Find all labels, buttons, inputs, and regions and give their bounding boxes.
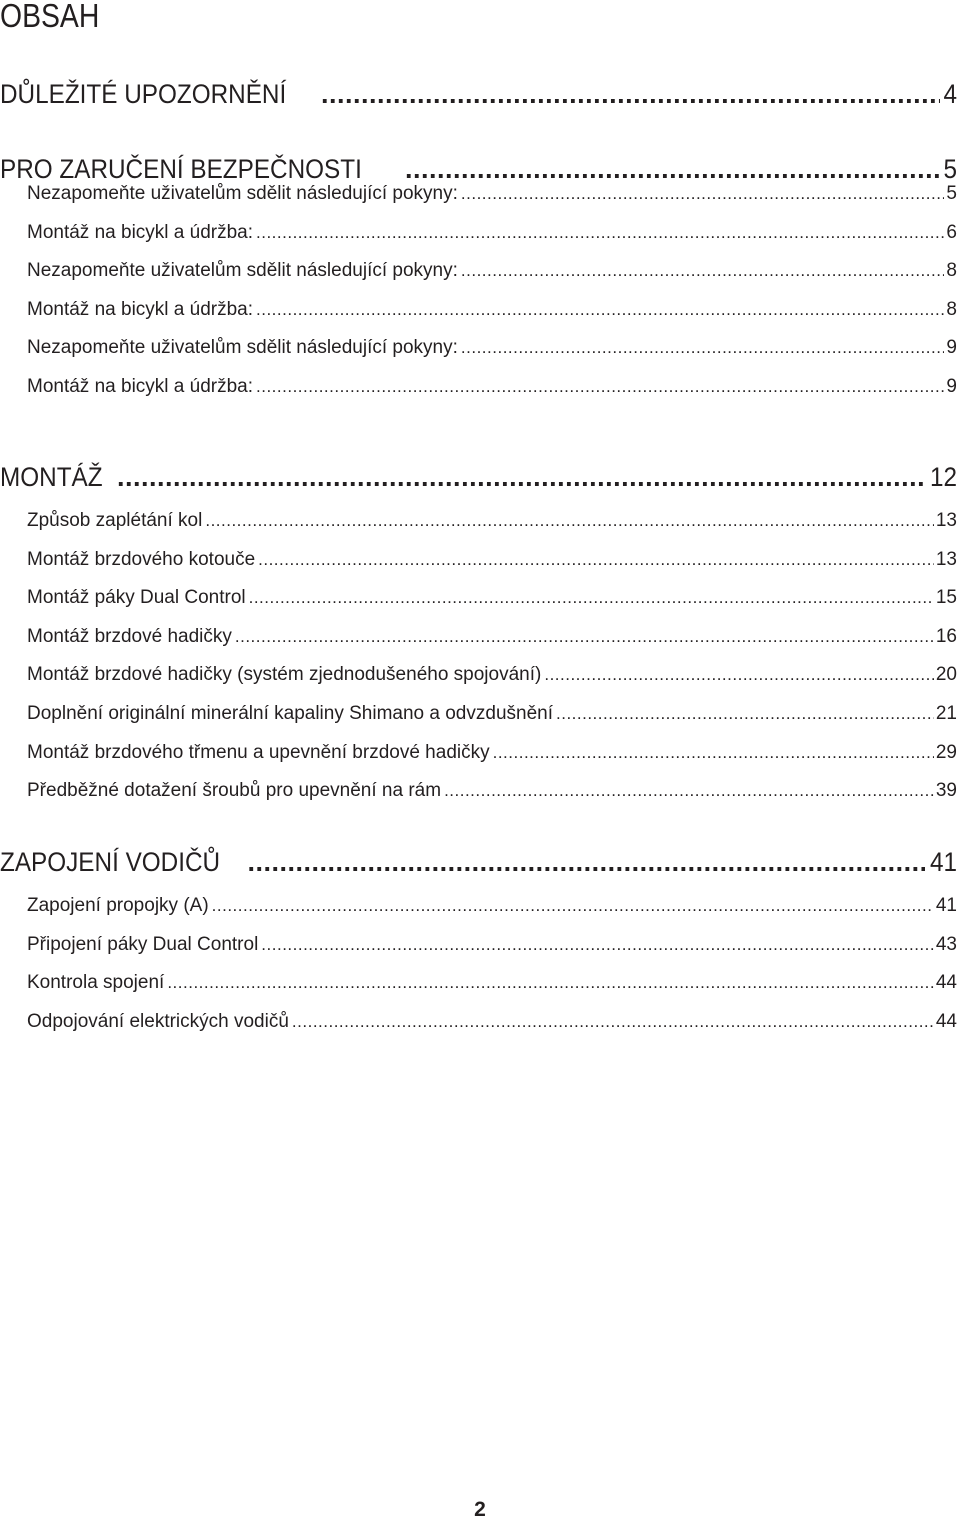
toc-entry-page: 44: [935, 1010, 957, 1032]
toc-entry-row[interactable]: [27, 374, 957, 400]
toc-entry-page: 5: [946, 183, 957, 204]
toc-entry-row[interactable]: [27, 1009, 957, 1035]
dot-leader: [167, 970, 934, 996]
toc-entry-row[interactable]: [27, 181, 957, 207]
dot-leader: [249, 585, 934, 611]
toc-entry-row[interactable]: [27, 624, 957, 650]
toc-entry-page: 6: [946, 221, 957, 243]
toc-entry-page: 21: [935, 703, 957, 724]
toc-entry-label: Montáž na bicykl a údržba:: [27, 376, 254, 397]
dot-leader: [321, 77, 940, 111]
toc-entry-page: 20: [935, 664, 957, 686]
toc-entry-row[interactable]: [27, 335, 957, 361]
toc-section-label: PRO ZARUČENÍ BEZPEČNOSTI: [0, 154, 362, 184]
dot-leader: [556, 701, 934, 727]
dot-leader: [212, 893, 934, 919]
toc-entry-label: Kontrola spojení: [27, 972, 165, 994]
toc-entry-label: Montáž brzdové hadičky: [27, 625, 232, 647]
toc-entry-row[interactable]: [27, 740, 957, 766]
toc-entry-label: Nezapomeňte uživatelům sdělit následující pokyny:: [27, 260, 458, 282]
toc-section-page: 41: [929, 847, 957, 877]
toc-entry-row[interactable]: [27, 585, 957, 611]
toc-entry-page: 15: [935, 587, 957, 609]
toc-entry-page: 13: [935, 510, 957, 531]
toc-section-label: MONTÁŽ: [0, 462, 103, 492]
page-number: 2: [474, 1498, 486, 1521]
toc-entry-page: 16: [935, 625, 957, 647]
dot-leader: [235, 624, 934, 650]
dot-leader: [258, 547, 934, 573]
dot-leader: [261, 932, 934, 958]
toc-entry-page: 9: [946, 376, 957, 397]
toc-entry-page: 9: [946, 337, 957, 359]
dot-leader: [256, 374, 944, 400]
toc-section-page: 4: [943, 79, 957, 109]
toc-entry-page: 44: [935, 972, 957, 994]
page-title: OBSAH: [0, 0, 100, 34]
dot-leader: [461, 335, 945, 361]
toc-entry-label: Montáž na bicykl a údržba:: [27, 298, 254, 320]
toc-entry-page: 8: [946, 298, 957, 320]
toc-entry-label: Nezapomeňte uživatelům sdělit následující pokyny:: [27, 183, 458, 204]
dot-leader: [256, 297, 944, 323]
toc-entry-label: Zapojení propojky (A): [27, 895, 209, 916]
toc-section-row[interactable]: [0, 845, 957, 879]
dot-leader: [444, 778, 934, 804]
toc-entry-label: Připojení páky Dual Control: [27, 933, 259, 955]
dot-leader: [205, 508, 934, 534]
toc-section-row[interactable]: [0, 460, 957, 494]
dot-leader: [248, 845, 925, 879]
toc-entry-page: 13: [935, 548, 957, 570]
dot-leader: [256, 220, 944, 246]
toc-entry-label: Montáž brzdového třmenu a upevnění brzdové hadičky: [27, 741, 490, 763]
toc-section-label: ZAPOJENÍ VODIČŮ: [0, 847, 221, 877]
dot-leader: [461, 181, 945, 207]
toc-entry-label: Doplnění originální minerální kapaliny Shimano a odvzdušnění: [27, 703, 553, 724]
toc-entry-page: 29: [935, 741, 957, 763]
dot-leader: [117, 460, 925, 494]
toc-entry-row[interactable]: [27, 508, 957, 534]
toc-entry-page: 43: [935, 933, 957, 955]
toc-entry-label: Montáž brzdového kotouče: [27, 548, 256, 570]
toc-section-label: DŮLEŽITÉ UPOZORNĚNÍ: [0, 79, 287, 109]
toc-entry-row[interactable]: [27, 778, 957, 804]
dot-leader: [292, 1009, 934, 1035]
toc-entry-page: 39: [935, 780, 957, 802]
toc-entry-page: 41: [935, 895, 957, 916]
dot-leader: [461, 258, 945, 284]
toc-entry-label: Způsob zaplétání kol: [27, 510, 203, 531]
toc-entry-row[interactable]: [27, 258, 957, 284]
toc-section-page: 5: [943, 154, 957, 184]
toc-entry-label: Montáž brzdové hadičky (systém zjednodušeného spojování): [27, 664, 542, 686]
toc-entry-row[interactable]: [27, 297, 957, 323]
toc-entry-row[interactable]: [27, 701, 957, 727]
toc-entry-label: Montáž páky Dual Control: [27, 587, 246, 609]
toc-entry-label: Montáž na bicykl a údržba:: [27, 221, 254, 243]
toc-entry-label: Nezapomeňte uživatelům sdělit následující pokyny:: [27, 337, 458, 359]
toc-section-row[interactable]: [0, 77, 957, 111]
toc-entry-label: Odpojování elektrických vodičů: [27, 1010, 289, 1032]
toc-entry-label: Předběžné dotažení šroubů pro upevnění na rám: [27, 780, 442, 802]
toc-entry-row[interactable]: [27, 662, 957, 688]
toc-entry-row[interactable]: [27, 893, 957, 919]
toc-section-page: 12: [929, 462, 957, 492]
toc-entry-row[interactable]: [27, 547, 957, 573]
toc-entry-row[interactable]: [27, 220, 957, 246]
toc-entry-page: 8: [946, 260, 957, 282]
toc-entry-row[interactable]: [27, 970, 957, 996]
dot-leader: [493, 740, 934, 766]
toc-entry-row[interactable]: [27, 932, 957, 958]
dot-leader: [544, 662, 934, 688]
